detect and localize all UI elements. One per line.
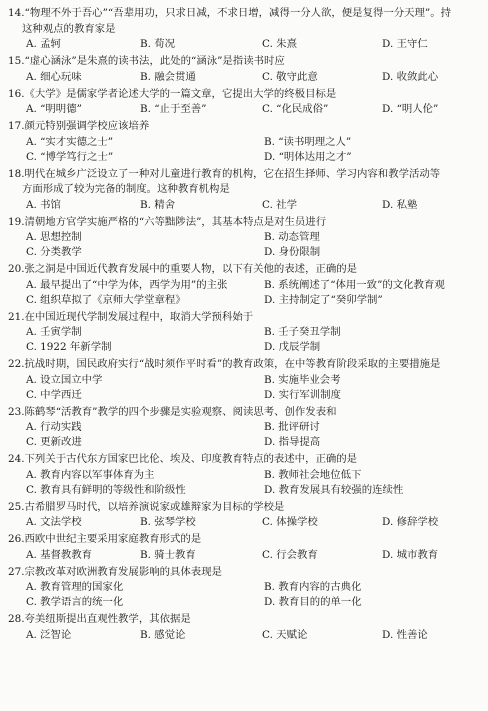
options-row [8,468,480,483]
options-row [8,340,480,355]
option-d: D. 教育目的的单一化 [264,596,362,608]
options-row [8,37,480,52]
question-stem: 27.宗教改革对欧洲教育发展影响的具体表现是 [8,565,222,578]
option-b: B. 实施毕业会考 [264,373,341,386]
option-c: C. 社学 [262,198,297,211]
option-d: D. 王守仁 [382,38,428,50]
option-a: A. 基督教教育 [26,548,93,561]
question-stem: 26.西欧中世纪主要采用家庭教育形式的是 [8,533,202,545]
option-d: D. 实行军训制度 [264,388,341,401]
option-c: C. 更新改进 [26,436,82,448]
option-a: A. 孟轲 [26,38,61,50]
option-c: C. 分类教学 [26,246,82,258]
options-row [8,515,480,530]
option-d: D. “明人伦” [382,103,439,115]
option-a: A. 教育管理的国家化 [26,581,124,593]
option-c: C. 1922 年新学制 [26,341,112,353]
option-c: C. “化民成俗” [262,103,329,115]
question-block [8,452,480,498]
question-stem: 15.“虚心涵泳”是朱熹的读书法，此处的“涵泳”是指读书时应 [8,55,285,67]
options-row [8,548,480,563]
option-c: C. 组织草拟了《京师大学堂章程》 [26,293,186,306]
options-row [8,230,480,245]
question-block [8,532,480,563]
option-a: A. 书馆 [26,198,61,211]
option-a: A. 教育内容以军事体育为主 [26,468,155,481]
option-a: A. 泛智论 [26,628,72,641]
question-stem: 18.明代在城乡广泛设立了一种对儿童进行教育的机构，它在招生择师、学习内容和教学活动等 [8,167,441,180]
option-c: C. 行会教育 [262,548,318,561]
option-d: D. 主持制定了“癸卯学制” [264,293,383,306]
option-c: C. 教育具有鲜明的等级性和阶级性 [26,483,186,496]
option-b: B. 批评研讨 [264,421,320,433]
options-row [8,150,480,165]
option-b: B. 感觉论 [140,628,186,641]
option-b: B. “读书明理之人” [264,135,352,148]
question-stem: 19.清朝地方官学实施严格的“六等黜陟法”，其基本特点是对生员进行 [8,215,327,228]
option-a: A. 思想控制 [26,231,82,243]
option-a: A. 行动实践 [26,421,82,433]
options-row [8,373,480,388]
question-stem: 14.“物理不外于吾心”“吾辈用功，只求日减，不求日增，减得一分人欲，便是复得一分天理”。持 [8,7,452,19]
option-b: B. 骑士教育 [140,548,196,561]
options-row [8,278,480,293]
question-block [8,357,480,403]
option-b: B. 壬子癸丑学制 [264,326,341,338]
question-block [8,500,480,531]
question-stem: 17.颜元特别强调学校应该培养 [8,120,150,132]
question-stem: 20.张之洞是中国近代教育发展中的重要人物，以下有关他的表述，正确的是 [8,263,358,275]
option-b: B. 教育内容的古典化 [264,581,362,593]
options-row [8,135,480,150]
question-block [8,612,480,643]
option-c: C. 朱熹 [262,38,297,50]
question-stem-continued: 这种观点的教育家是 [22,22,116,35]
question-block [8,565,480,611]
question-block [8,119,480,165]
question-block [8,215,480,261]
question-block [8,54,480,85]
option-d: D. 性善论 [382,628,428,641]
options-row [8,628,480,643]
question-stem: 16.《大学》是儒家学者论述大学的一篇文章，它提出大学的终极目标是 [8,87,337,100]
option-a: A. 细心玩味 [26,70,82,83]
option-c: C. 教学语言的统一化 [26,596,124,608]
option-c: C. 体操学校 [262,516,318,528]
options-row [8,483,480,498]
option-d: D. 私塾 [382,198,418,211]
option-b: B. 弦琴学校 [140,516,196,528]
option-d: D. 身份限制 [264,246,321,258]
question-block [8,262,480,308]
question-stem: 22.抗战时期，国民政府实行“战时须作平时看”的教育政策，在中等教育阶段采取的主要措施是 [8,358,441,370]
options-row [8,325,480,340]
option-b: B. 荀况 [140,38,176,50]
question-stem-continued: 方面形成了较为完备的制度。这种教育机构是 [22,183,230,195]
options-row [8,435,480,450]
option-d: D. 修辞学校 [382,516,439,528]
options-row [8,245,480,260]
options-row [8,388,480,403]
option-a: A. “实才实德之士” [26,135,114,148]
option-d: D. 城市教育 [382,548,439,561]
options-row [8,420,480,435]
option-d: D. “明体达用之才” [264,150,352,163]
option-b: B. 动态管理 [264,231,320,243]
option-b: B. 系统阐述了“体用一致”的文化教育观 [264,278,445,291]
question-stem: 21.在中国近现代学制发展过程中，取消大学预科始于 [8,310,254,323]
options-row [8,198,480,213]
option-b: B. 精舍 [140,198,176,211]
option-c: C. 敬守此意 [262,70,318,83]
question-stem: 28.夸美纽斯提出直观性教学，其依据是 [8,613,191,625]
question-stem: 24.下列关于古代东方国家巴比伦、埃及、印度教育特点的表述中，正确的是 [8,453,358,465]
option-d: D. 收敛此心 [382,70,439,83]
option-b: B. 教师社会地位低下 [264,468,362,481]
option-a: A. 文法学校 [26,516,82,528]
option-c: C. 中学西迁 [26,388,82,401]
question-block [8,6,480,52]
option-a: A. 最早提出了“中学为体，西学为用”的主张 [26,278,228,291]
options-row [8,293,480,308]
question-block [8,405,480,451]
option-d: D. 指导提高 [264,436,321,448]
options-row [8,70,480,85]
option-d: D. 戊辰学制 [264,341,321,353]
option-c: C. 天赋论 [262,628,308,641]
question-block [8,310,480,356]
option-a: A. 壬寅学制 [26,326,82,338]
option-c: C. “博学笃行之士” [26,150,114,163]
option-d: D. 教育发展具有较强的连续性 [264,483,404,496]
option-b: B. “止于至善” [140,103,207,115]
question-block [8,167,480,213]
option-a: A. “明明德” [26,103,82,115]
question-stem: 25.古希腊罗马时代，以培养演说家或雄辩家为目标的学校是 [8,500,285,513]
question-stem: 23.陈鹤琴“活教育”教学的四个步骤是实验观察、阅读思考、创作发表和 [8,405,337,418]
option-b: B. 融会贯通 [140,70,196,83]
options-row [8,580,480,595]
option-a: A. 设立国立中学 [26,373,103,386]
options-row [8,102,480,117]
question-block [8,87,480,118]
options-row [8,595,480,610]
